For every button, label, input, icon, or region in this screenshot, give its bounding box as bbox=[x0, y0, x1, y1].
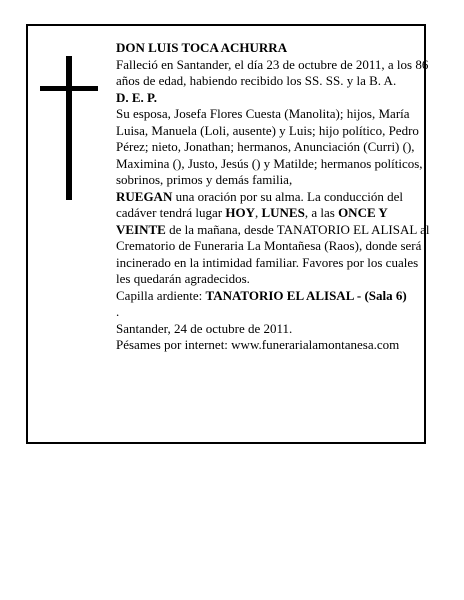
ruegan-word: RUEGAN bbox=[116, 188, 173, 204]
funeral-details bbox=[116, 189, 430, 288]
funeral-time: ONCE Y VEINTE bbox=[116, 205, 388, 237]
cross-horizontal-bar bbox=[40, 86, 98, 91]
chapel-location: TANATORIO EL ALISAL - (Sala 6) bbox=[205, 287, 407, 303]
date-line: Santander, 24 de octubre de 2011. bbox=[116, 320, 293, 336]
condolences-line: Pésames por internet: www.funerarialamontanesa.com bbox=[116, 337, 400, 352]
obituary-text bbox=[116, 40, 430, 354]
family-list: Su esposa, Josefa Flores Cuesta (Manolita); hijos, María Luisa, Manuela (Loli, ausente) y Luis; hijo político, Pedro Pérez; nieto, Jonathan; hermanos, Anunciación (Curri) (), Maximina (), Justo, Jesús () y Matilde; hermanos políticos, sobrinos, primos y demás familia, bbox=[116, 106, 423, 187]
obituary-frame bbox=[26, 24, 430, 444]
stray-dot: . bbox=[116, 304, 120, 319]
deceased-name: DON LUIS TOCA ACHURRA bbox=[116, 40, 288, 55]
chapel-line bbox=[116, 288, 430, 305]
cross-vertical-bar bbox=[66, 56, 72, 200]
funeral-rest-text: de la mañana, desde TANATORIO EL ALISAL al Crematorio de Funeraria La Montañesa (Raos), donde será incinerado en la intimidad familiar. Favores por los cuales les quedarán agradecidos. bbox=[116, 221, 430, 286]
chapel-label: Capilla ardiente: bbox=[116, 287, 206, 303]
lunes-word: LUNES bbox=[261, 205, 305, 220]
cross-icon bbox=[40, 56, 98, 200]
rip-line: D. E. P. bbox=[116, 89, 158, 105]
a-las-text: , a las bbox=[304, 205, 339, 220]
hoy-word: HOY bbox=[225, 205, 255, 220]
comma-text: , bbox=[254, 205, 262, 220]
death-line: Falleció en Santander, el día 23 de octubre de 2011, a los 86 años de edad, habiendo recibido los SS. SS. y la B. A. bbox=[116, 56, 429, 88]
ruegan-text: una oración por su alma. La conducción del cadáver tendrá lugar bbox=[116, 188, 404, 220]
